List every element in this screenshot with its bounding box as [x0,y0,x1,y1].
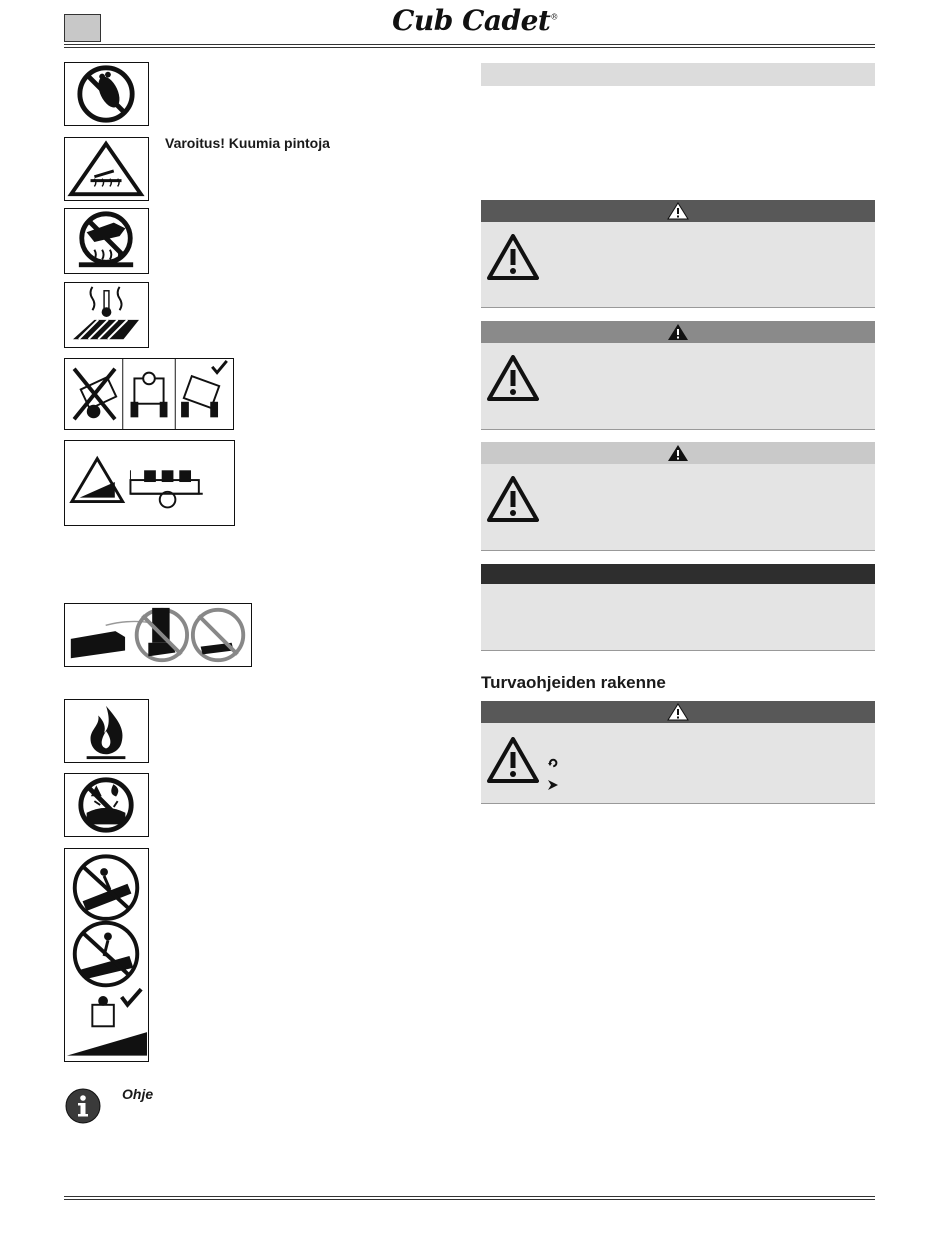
notice-box-body [481,584,875,651]
warning-box-body [481,343,875,430]
no-touch-hot-surface-icon [64,208,149,274]
caution-box-header [481,442,875,464]
heat-radiation-icon [64,282,149,348]
tipping-hazard-icon [64,358,234,430]
brand-logo: Cub Cadet® [392,4,558,37]
note-label: Ohje [122,1086,154,1102]
danger-box-header [481,200,875,222]
footer-rule [64,1196,875,1197]
warning-triangle-icon [487,355,539,401]
danger-box-body [481,222,875,308]
slope-trailer-load-icon [64,440,235,526]
danger-box [481,200,875,308]
circular-arrow-icon [547,757,559,769]
warning-box-header [481,321,875,343]
warning-triangle-icon [487,737,539,783]
warning-triangle-icon [667,703,689,721]
header-rule [64,44,875,45]
structure-box-header [481,701,875,723]
caution-box-body [481,464,875,551]
no-bare-feet-icon [64,62,149,126]
warning-triangle-icon [667,323,689,341]
warning-triangle-icon [487,476,539,522]
flammable-icon [64,699,149,763]
arrow-bullet-icon [547,779,559,791]
footer-rule-2 [64,1199,875,1200]
structure-box-body [481,723,875,804]
structure-example-box [481,701,875,804]
no-debris-icon [64,773,149,837]
header-rule-2 [64,47,875,48]
notice-box-header [481,564,875,584]
no-foot-under-deck-icon [64,603,252,667]
warning-triangle-icon [667,444,689,462]
hot-surface-warning-icon [64,137,149,201]
caution-box [481,442,875,551]
hot-surfaces-warning-text: Varoitus! Kuumia pintoja [165,135,330,151]
warning-triangle-icon [487,234,539,280]
info-icon [65,1088,101,1124]
warning-triangle-icon [667,202,689,220]
no-riding-on-slope-icon [64,848,149,1062]
top-grey-band [481,63,875,86]
structure-section-title: Turvaohjeiden rakenne [481,673,666,692]
warning-box [481,321,875,430]
notice-box [481,564,875,651]
